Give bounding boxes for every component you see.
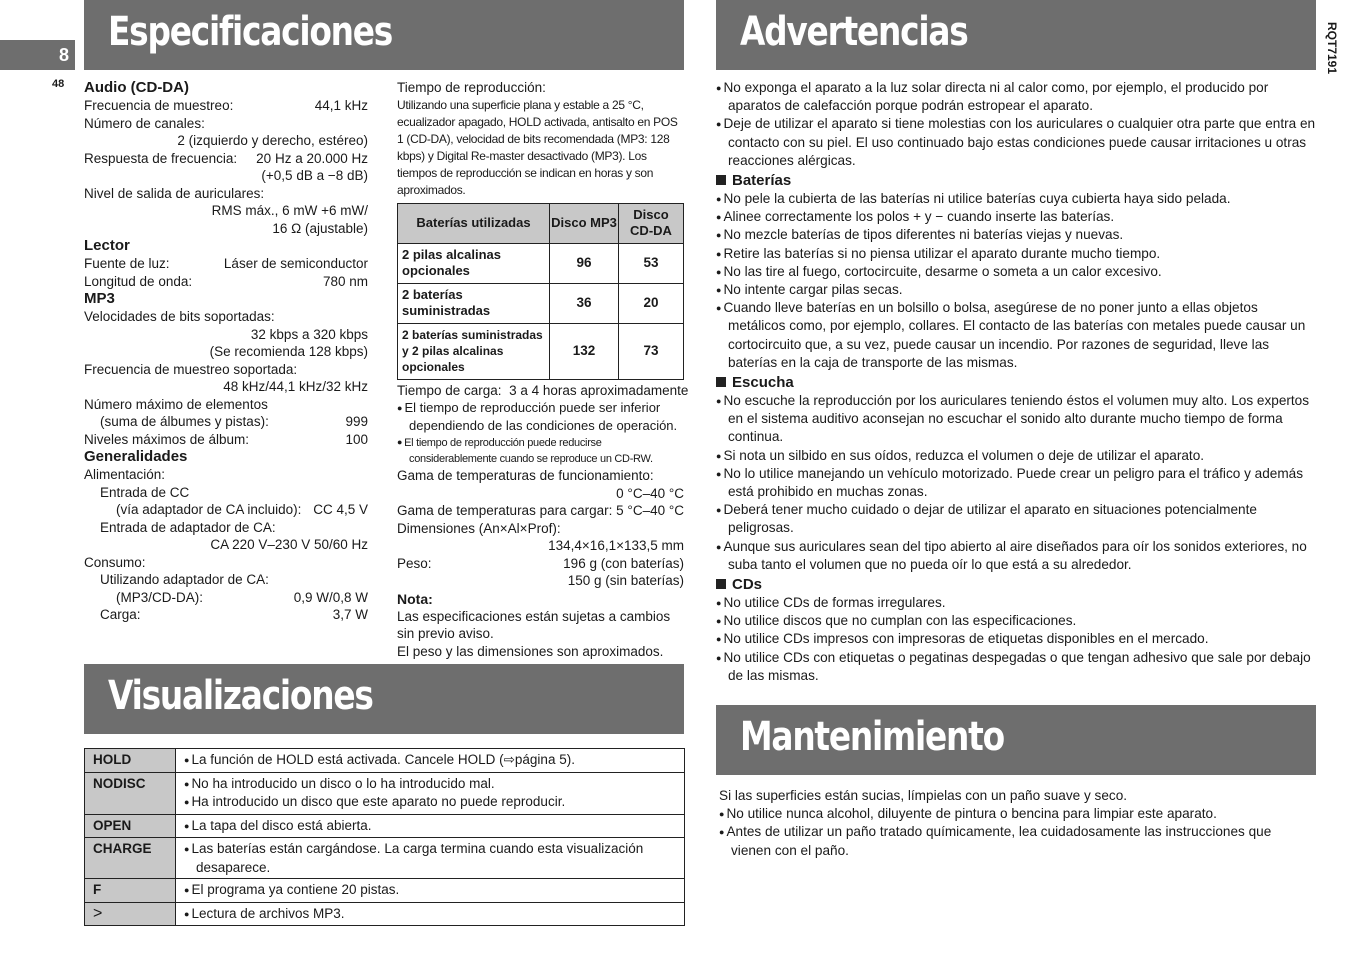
- table-row: [85, 814, 685, 838]
- spec-label: Gama de temperaturas de funcionamiento:: [397, 468, 654, 483]
- audio-heading: Audio (CD-DA): [84, 79, 189, 96]
- gen-heading: Generalidades: [84, 448, 188, 465]
- mant-intro: Si las superficies están sucias, límpielas con un paño suave y seco.: [719, 788, 1128, 803]
- page-sub-number: 48: [52, 78, 65, 90]
- spec-row: (MP3/CD-DA): 0,9 W/0,8 W: [116, 589, 368, 605]
- table-row: [85, 902, 685, 926]
- mant-title-bar: [716, 705, 1316, 775]
- list-item: ● Retire las baterías si no piensa utilizar el aparato durante mucho tiempo.: [716, 245, 1316, 263]
- table-row: [85, 838, 685, 879]
- spec-label: Entrada de CC: [100, 484, 190, 500]
- spec-row: Gama de temperaturas para cargar: 5 °C–40 °C: [397, 503, 684, 518]
- list-item: ● Si nota un silbido en sus oídos, reduzca el volumen o deje de utilizar el aparato.: [716, 447, 1316, 465]
- spec-row: Respuesta de frecuencia: 20 Hz a 20.000 Hz: [84, 150, 368, 166]
- mp3-heading: MP3: [84, 290, 115, 307]
- visual-table: [84, 748, 685, 926]
- table-row: [85, 772, 685, 814]
- list-item: ● Alinee correctamente los polos + y − cuando inserte las baterías.: [716, 208, 1316, 226]
- list-item: ● No pele la cubierta de las baterías ni utilice baterías cuya cubierta haya sido pelada.: [716, 190, 1316, 208]
- mant-column: [719, 787, 1315, 860]
- list-item: ● No utilice CDs impresos con impresoras de etiquetas disponibles en el mercado.: [716, 630, 1316, 648]
- table-row: [398, 243, 684, 283]
- visual-key: CHARGE: [85, 838, 176, 879]
- spec-value: 32 kbps a 320 kbps: [250, 326, 368, 342]
- battery-table: [397, 203, 684, 380]
- spec-value: 0 °C–40 °C: [616, 485, 684, 501]
- list-item: ● No exponga el aparato a la luz solar directa ni al calor como, por ejemplo, el producido por aparatos de calefacción porque podrán estropear el aparato.: [716, 79, 1316, 115]
- spec-title: Especificaciones: [108, 9, 393, 55]
- mant-title: Mantenimiento: [740, 714, 1004, 760]
- table-header: Disco MP3: [550, 203, 619, 243]
- list-item: ● No intente cargar pilas secas.: [716, 281, 1316, 299]
- spec-label: Nivel de salida de auriculares:: [84, 185, 265, 201]
- table-cell: 36: [550, 283, 619, 323]
- list-item: ● Antes de utilizar un paño tratado químicamente, lea cuidadosamente las instrucciones que vienen con el paño.: [719, 823, 1315, 859]
- adv-title: Advertencias: [740, 9, 968, 55]
- square-bullet-icon: [716, 377, 726, 387]
- list-item: ● Deberá tener mucho cuidado o dejar de utilizar el aparato en situaciones potencialmente peligrosas.: [716, 501, 1316, 537]
- spec-value: 134,4×16,1×133,5 mm: [548, 538, 684, 553]
- spec-label: Dimensiones (An×Al×Prof):: [397, 520, 561, 536]
- adv-title-bar: [716, 0, 1316, 70]
- spec-row: Peso: 196 g (con baterías): [397, 555, 684, 571]
- spec-column-1: [84, 79, 368, 624]
- list-item: ● No utilice discos que no cumplan con las especificaciones.: [716, 612, 1316, 630]
- square-bullet-icon: [716, 175, 726, 185]
- list-item: ● Cuando lleve baterías en un bolsillo o bolsa, asegúrese de no poner junto a ellas objetos metálicos como, por ejemplo, collares. El contacto de las baterías con metales puede causar un cortocircuito que, a su vez, puede causar un incendio. Por razones de seguridad, lleve las baterías en la caja de transporte de las mismas.: [716, 299, 1316, 372]
- spec-label: Entrada de adaptador de CA:: [100, 519, 276, 535]
- spec-note: ● El tiempo de reproducción puede ser inferior dependiendo de las condiciones de operación.: [397, 399, 684, 434]
- spec-row: (suma de álbumes y pistas): 999: [100, 414, 368, 429]
- list-item: ● No las tire al fuego, cortocircuite, desarme o someta a un calor excesivo.: [716, 263, 1316, 281]
- visual-key: HOLD: [85, 749, 176, 773]
- visual-desc: ● La tapa del disco está abierta.: [176, 814, 685, 838]
- visual-desc: ● Lectura de archivos MP3.: [176, 902, 685, 926]
- visual-desc: ● Las baterías están cargándose. La carga termina cuando esta visualización desaparece.: [176, 838, 685, 879]
- spec-column-2: [397, 79, 689, 660]
- visual-key: F: [85, 879, 176, 903]
- visual-title: Visualizaciones: [108, 673, 373, 719]
- spec-value: 2 (izquierdo y derecho, estéreo): [177, 133, 368, 148]
- table-cell: 2 baterías suministradas: [398, 283, 550, 323]
- tiempo-heading: Tiempo de reproducción:: [397, 80, 546, 95]
- nota-text: El peso y las dimensiones son aproximados.: [397, 643, 664, 659]
- list-item: ● No lo utilice manejando un vehículo motorizado. Puede crear un peligro para el tráfico y además está prohibido en muchas zonas.: [716, 465, 1316, 501]
- tiempo-text: Utilizando una superficie plana y estable a 25 °C, ecualizador apagado, HOLD activada, antisalto en POS 1 (CD-DA), velocidad de bits recomendada (MP3: 128 kbps) y Digital Re-master desactivado (MP3). Los tiempos de reproducción se indican en horas y son aproximados.: [397, 97, 678, 197]
- list-item: ● No utilice CDs con etiquetas o pegatinas despegadas o que tengan adhesivo que sale por debajo de las mismas.: [716, 649, 1316, 685]
- visual-key: OPEN: [85, 814, 176, 838]
- page-number: 8: [58, 45, 69, 65]
- nota-text: Las especificaciones están sujetas a cambios sin previo aviso.: [397, 608, 671, 641]
- spec-title-bar: [84, 0, 684, 70]
- list-item: ● No utilice nunca alcohol, diluyente de pintura o bencina para limpiar este aparato.: [719, 805, 1315, 823]
- spec-label: Alimentación:: [84, 467, 166, 482]
- spec-label: Número máximo de elementos: [84, 396, 268, 412]
- list-item: ● No utilice CDs de formas irregulares.: [716, 594, 1316, 612]
- spec-label: Número de canales:: [84, 115, 205, 131]
- cd-heading: CDs: [716, 576, 1316, 594]
- table-row: [85, 749, 685, 773]
- visual-key: >: [85, 902, 176, 926]
- spec-value: RMS máx., 6 mW +6 mW/: [211, 203, 368, 218]
- table-cell: 20: [619, 283, 684, 323]
- visual-key: NODISC: [85, 772, 176, 814]
- spec-row: Niveles máximos de álbum: 100: [84, 431, 368, 447]
- spec-note: ● El tiempo de reproducción puede reducirse considerablemente cuando se reproduce un CD-RW.: [397, 434, 684, 467]
- spec-row: Longitud de onda: 780 nm: [84, 273, 368, 289]
- table-cell: 2 baterías suministradas y 2 pilas alcalinas opcionales: [398, 323, 550, 379]
- visual-desc: ● El programa ya contiene 20 pistas.: [176, 879, 685, 903]
- list-item: ● No mezcle baterías de tipos diferentes ni baterías viejas y nuevas.: [716, 226, 1316, 244]
- nota-heading: Nota:: [397, 590, 433, 607]
- spec-row: Frecuencia de muestreo: 44,1 kHz: [84, 98, 368, 113]
- spec-row: Carga: 3,7 W: [100, 607, 368, 622]
- table-row: [85, 879, 685, 903]
- spec-label: Utilizando adaptador de CA:: [100, 572, 269, 587]
- visual-title-bar: [84, 664, 684, 734]
- spec-value: 48 kHz/44,1 kHz/32 kHz: [223, 379, 368, 394]
- table-row: [398, 283, 684, 323]
- table-cell: 2 pilas alcalinas opcionales: [398, 243, 550, 283]
- spec-value: 150 g (sin baterías): [567, 573, 684, 588]
- table-cell: 53: [619, 243, 684, 283]
- table-header: Baterías utilizadas: [398, 203, 550, 243]
- lector-heading: Lector: [84, 237, 130, 254]
- list-item: ● No escuche la reproducción por los auriculares teniendo éstos el volumen muy alto. Los expertos en el sistema auditivo aconsejan no escuchar el sonido alto durante mucho tiempo de forma continua.: [716, 392, 1316, 447]
- visual-desc: ● La función de HOLD está activada. Cancele HOLD (⇨página 5).: [176, 749, 685, 773]
- page-number-tab: [0, 40, 75, 70]
- table-cell: 96: [550, 243, 619, 283]
- table-header: Disco CD-DA: [619, 203, 684, 243]
- table-row: [398, 323, 684, 379]
- spec-row: Tiempo de carga: 3 a 4 horas aproximadamente: [397, 382, 689, 398]
- table-cell: 132: [550, 323, 619, 379]
- esc-heading: Escucha: [716, 374, 1316, 392]
- spec-label: Frecuencia de muestreo soportada:: [84, 361, 298, 377]
- spec-value: (+0,5 dB a −8 dB): [261, 168, 368, 183]
- table-cell: 73: [619, 323, 684, 379]
- visual-desc: ● No ha introducido un disco o lo ha introducido mal. ● Ha introducido un disco que este aparato no puede reproducir.: [176, 772, 685, 814]
- spec-label: Consumo:: [84, 554, 146, 570]
- spec-row: (vía adaptador de CA incluido): CC 4,5 V: [116, 502, 368, 517]
- spec-value: (Se recomienda 128 kbps): [209, 344, 368, 359]
- list-item: ● Aunque sus auriculares sean del tipo abierto al aire diseñados para oír los sonidos exteriores, no suba tanto el volumen que no pueda oír lo que está a su alrededor.: [716, 538, 1316, 574]
- list-item: ● Deje de utilizar el aparato si tiene molestias con los auriculares o cualquier otra parte que entra en contacto con su piel. El uso continuado bajo estas condiciones puede causar irritaciones u otras reacciones alérgicas.: [716, 115, 1316, 170]
- battery-table-header: [398, 203, 684, 243]
- adv-column: [716, 79, 1316, 685]
- bat-heading: Baterías: [716, 172, 1316, 190]
- square-bullet-icon: [716, 579, 726, 589]
- spec-value: 16 Ω (ajustable): [272, 220, 368, 236]
- spec-value: CA 220 V–230 V 50/60 Hz: [210, 537, 368, 552]
- spec-label: Velocidades de bits soportadas:: [84, 309, 275, 324]
- spec-row: Fuente de luz: Láser de semiconductor: [84, 256, 368, 271]
- page-code: RQT7191: [1325, 22, 1339, 75]
